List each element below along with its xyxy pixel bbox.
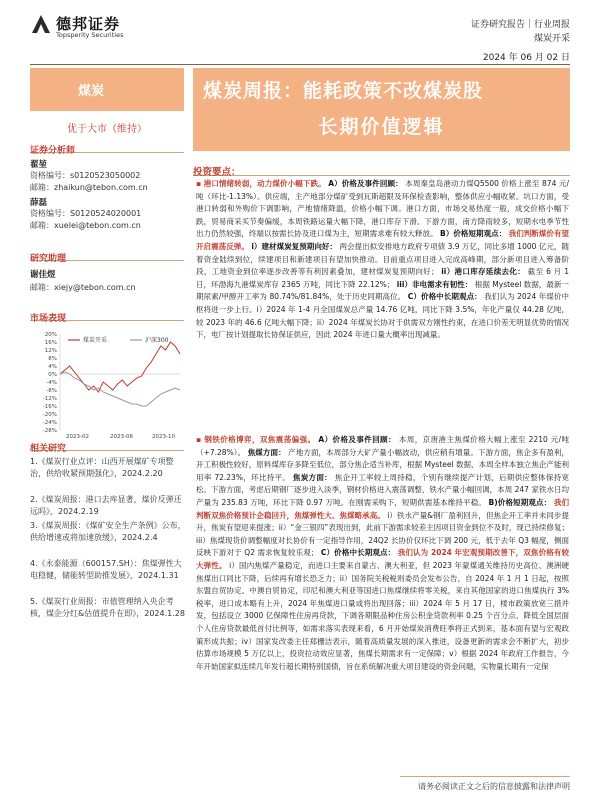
p1-b-i: i）建材煤炭复预期向好： xyxy=(251,241,338,251)
analyst-name: 薛磊 xyxy=(30,198,48,208)
related-report-item[interactable]: 4.《永泰能源（600157.SH）：焦煤弹性大电稳健，储能转型助推发展》，2024.1.31 xyxy=(30,559,182,580)
p1-b-iii-text: 根据 Mysteel 数据，最新一期尿素/甲醇开工率为 80.74%/81.84%，处于历史同期高位。 xyxy=(196,279,570,302)
p2-b-text: i）铁水产量&钢厂盈利回升，但焦企开工率并未同步提升，焦炭有望迎来提涨；ii）“金三银四”表现出到，此前下游需求较差主因项目资金到位不及时，现已持续修复；iii）焦煤现货价调整幅度对长协价有一定指导作用，24Q2 长协价仅环比下调 200 元，低于去年 Q3 幅度，侧面反映下游对于 Q2 需求恢复较乐观； xyxy=(196,510,569,558)
y-tick-label: -28% xyxy=(42,428,57,434)
industry-label: 煤炭 xyxy=(78,84,105,99)
related-title: 相关研究 xyxy=(30,444,67,454)
p2-c-text: i）国内焦煤产量稳定，而进口主要来自蒙古、澳大利亚，但 2023 年蒙煤通关维持历史高位、澳洲硬焦煤出口同比下降，后续再有增长恐乏力；ii）国务院关税税则委员会发布公告，自 2024 年 1 月 1 日起，按照东盟自贸协定、中澳自贸协定，印尼和澳大利亚等国进口焦煤继续将零关税，来自其他国家的进口焦煤执行 3%税率，进口成本略有上升，2024 年焦煤进口量或将出现回落；iii）2024 年 5 月 17 日，楼市政策放宽三措并发，包括设立 3000 亿保障性住房再贷款，下调各期限品种住房公积金贷款利率 0.25 个百分点、降低全国层面个人住房贷款最低首付比例等，如需求落实表现来看，6 月开始煤炭消费旺季将正式到来，基本面有望与宏观政策形成共振；iv）国家发改委主任郑栅洁表示，随着高质量发展的深入推进，设备更新的需求会不断扩大，初步估算市场规模 5 万亿以上，投资拉动效应显著，焦煤长期需求有一定保障；v）根据 2024 年政府工作报告，今年开始国家拟连续几年发行超长期特别国债，旨在系统解决重大项目建设的资金问题，实物量长期有一定保 xyxy=(196,560,570,671)
y-tick-label: 20% xyxy=(44,332,57,338)
related-report-item[interactable]: 1.《煤炭行业点评：山西开展煤矿专项整治，供给收紧预期强化》，2024.2.20 xyxy=(30,457,174,478)
p2-c-highlight: 我们认为 2024 年宏观预期改善下，双焦价格有较大弹性。 xyxy=(196,548,569,570)
key-points-header xyxy=(193,160,570,176)
bullet-icon: ▪ xyxy=(196,179,202,188)
p2-a-text: 本周，京唐港主焦煤价格大幅上涨至 2210 元/吨（+7.28%）。 xyxy=(196,435,569,457)
p1-lead: 港口情绪转弱，动力煤价小幅下跌。 xyxy=(203,179,326,188)
analyst-name: 翟堃 xyxy=(30,160,48,170)
y-tick-label: 8% xyxy=(48,356,57,362)
industry-banner xyxy=(30,68,184,111)
report-type: 证券研究报告｜行业周报 xyxy=(470,20,570,30)
y-tick-label: -20% xyxy=(42,412,57,418)
y-tick-label: 12% xyxy=(44,348,57,354)
sector-tag: 煤炭开采 xyxy=(533,34,570,44)
p1-b-highlight: 我们判断煤价有望开启震荡反弹。 xyxy=(196,229,570,251)
tebon-logo-icon xyxy=(30,13,52,35)
p2-lead: 钢铁价格博弈，双焦震荡偏强。 xyxy=(204,435,316,444)
p1-c-head: C）价格中长期观点： xyxy=(407,292,482,302)
market-chart-svg xyxy=(30,330,184,440)
assistant-title: 研究助理 xyxy=(30,254,67,264)
y-tick-label: -4% xyxy=(46,380,57,386)
x-tick-label: 2023-02 xyxy=(66,434,89,440)
assistant-section-header xyxy=(30,246,184,264)
title-banner xyxy=(193,68,570,151)
brand-name-cn: 德邦证券 xyxy=(56,15,121,33)
p1-event-text: 本周秦皇岛港动力煤Q5500 价格上涨至 874 元/吨（环比-1.13%）。供应端，主产地部分煤矿受到瓦斯超限及环保检查影响，整体供应小幅收紧。坑口方面，受港口转弱和外购价下调影响，产地情绪降温，价格小幅下调。港口方面，市场交易热度一般，成交价格小幅下跌，贸易商采买节奏偏缓，本周铁路运量大幅下降，港口库存下滑。下游方面，南方降雨较多，短期水电季节性出力仍然较强，终端以按需长协及进口煤为主，短期需求难有较大释放。 xyxy=(196,179,570,239)
p1-b-ii-text: 截至 6 月 1 日，环渤海九港煤炭库存 2365 万吨，同比下降 22.12%； xyxy=(196,267,569,289)
rating: 优于大市（维持） xyxy=(67,124,147,135)
related-report-item[interactable]: 3.《煤炭周报：《煤矿安全生产条例》公布，供给增速或将加速放缓》，2024.2.4 xyxy=(30,521,186,542)
report-title-line1: 煤炭周报：能耗政策不改煤炭股 xyxy=(203,80,484,102)
p1-c-text: 我们认为 2024 年煤价中枢将进一步上行。i）2024 年 1-4 月全国煤炭总产量 14.76 亿吨，同比下降 3.5%，年化产量仅 44.28 亿吨，较 2023 年的 46.6 亿吨大幅下降；ii）2024 年煤炭长协对于供需双方刚性约束，在进口价差无明显优势的情况下，电厂按计划提取长协保证供应，因此 2024 年进口量大概率出现减量。 xyxy=(196,292,569,340)
analysts-section-header xyxy=(30,138,184,156)
related-report-item[interactable]: 5.《煤炭行业周报：市值管理纳入央企考核，煤企分红&估值提升在即》，2024.1.28 xyxy=(30,597,185,618)
p2-supply-head: 焦煤方面： xyxy=(247,447,286,457)
p2-b-highlight: 我们判断双焦价格预计企稳回升，焦煤弹性大、焦煤略承高。 xyxy=(196,497,569,520)
footer-divider xyxy=(400,776,570,777)
p1-b-head: B）价格短期观点： xyxy=(440,229,507,239)
analyst-email[interactable]: 邮箱：xuelei@tebon.com.cn xyxy=(30,221,141,230)
p1-b-iii: iii）非电需求有韧性： xyxy=(396,279,473,289)
key-point-paragraph-2 xyxy=(196,434,569,673)
brand-name-en: Topsperity Securities xyxy=(56,31,124,39)
y-tick-label: -12% xyxy=(42,396,57,402)
header-divider xyxy=(30,64,570,65)
p2-coke-text: 焦企开工率较上周持稳，个别有继续提产计划，后期供应整体保持宽松。下游方面，考虑后期钢厂逐步进入淡季，钢材价格进入震荡调整，铁水产量小幅回调，本周 247 家铁水日均产量为 235.83 万吨，环比下降 0.97 万吨。在刚需采购下，短期供需基本维持平稳。 xyxy=(196,472,570,507)
y-tick-label: -8% xyxy=(46,388,57,394)
assistant-name: 谢佳煜 xyxy=(30,270,56,280)
p2-c-head: C）价格中长期观点： xyxy=(320,548,396,558)
market-performance-chart xyxy=(30,330,184,440)
x-tick-label: 2023-10 xyxy=(152,434,175,440)
related-report-item[interactable]: 2.《煤炭周报：港口去库显著，煤价反弹还远吗》，2024.2.19 xyxy=(30,495,182,516)
assistant-email[interactable]: 邮箱：xiejy@tebon.com.cn xyxy=(30,283,136,292)
bullet-icon: ▪ xyxy=(196,435,202,444)
footer-disclaimer: 请务必阅读正文之后的信息披露和法律声明 xyxy=(418,782,570,791)
y-tick-label: 0% xyxy=(48,372,57,378)
key-points-title: 投资要点： xyxy=(193,167,241,178)
report-title-line2: 长期价值逻辑 xyxy=(318,116,445,138)
analysts-title: 证券分析师 xyxy=(30,146,76,156)
y-tick-label: -24% xyxy=(42,420,57,426)
p2-b-head: B)价格短期观点： xyxy=(488,497,552,507)
analyst-cert: 资格编号：s0120523050002 xyxy=(30,171,141,180)
legend-label: 沪深300 xyxy=(145,337,169,344)
key-point-paragraph-1 xyxy=(196,178,569,342)
market-section-header xyxy=(30,306,184,324)
x-tick-label: 2023-06 xyxy=(110,434,133,440)
y-tick-label: -16% xyxy=(42,404,57,410)
series-line xyxy=(60,342,180,392)
related-section-header xyxy=(30,436,184,454)
market-title: 市场表现 xyxy=(30,314,67,324)
legend-label: 煤炭开采 xyxy=(83,337,108,344)
p1-b-i-text: 两会提出拟安排地方政府专项债 3.9 万亿，同比多增 1000 亿元，随着资金陆续到位，续建项目和新建项目有望加快推动。目前重点项目进入完成高峰期，部分新项目进入筹备阶段，工地资金到位率逐步改善等有利因素叠加，建材煤炭复预期向好； xyxy=(196,241,569,277)
y-tick-label: 4% xyxy=(48,364,57,370)
p1-b-ii: ii）港口库存延续去化： xyxy=(441,267,526,277)
p1-event-head: A）价格及事件回顾： xyxy=(328,179,403,188)
analyst-email[interactable]: 邮箱：zhaikun@tebon.com.cn xyxy=(30,183,148,192)
p2-a-head: A）价格及事件回顾： xyxy=(318,435,397,444)
p2-supply-text: 产地方面，本周部分大矿产量小幅波动，供应稍有增量。下游方面，焦企多有盈利，开工积极性较好，原料煤库存多降至低位，部分焦企适当补库，根据 Mysteel 数据，本周全样本独立焦企产能利用率 72.23%，环比持平。 xyxy=(196,447,569,482)
y-tick-label: 16% xyxy=(44,340,57,346)
report-date: 2024 年 06 月 02 日 xyxy=(482,53,570,63)
p2-coke-head: 焦炭方面： xyxy=(292,472,333,482)
analyst-cert: 资格编号：S0120524020001 xyxy=(30,209,142,218)
